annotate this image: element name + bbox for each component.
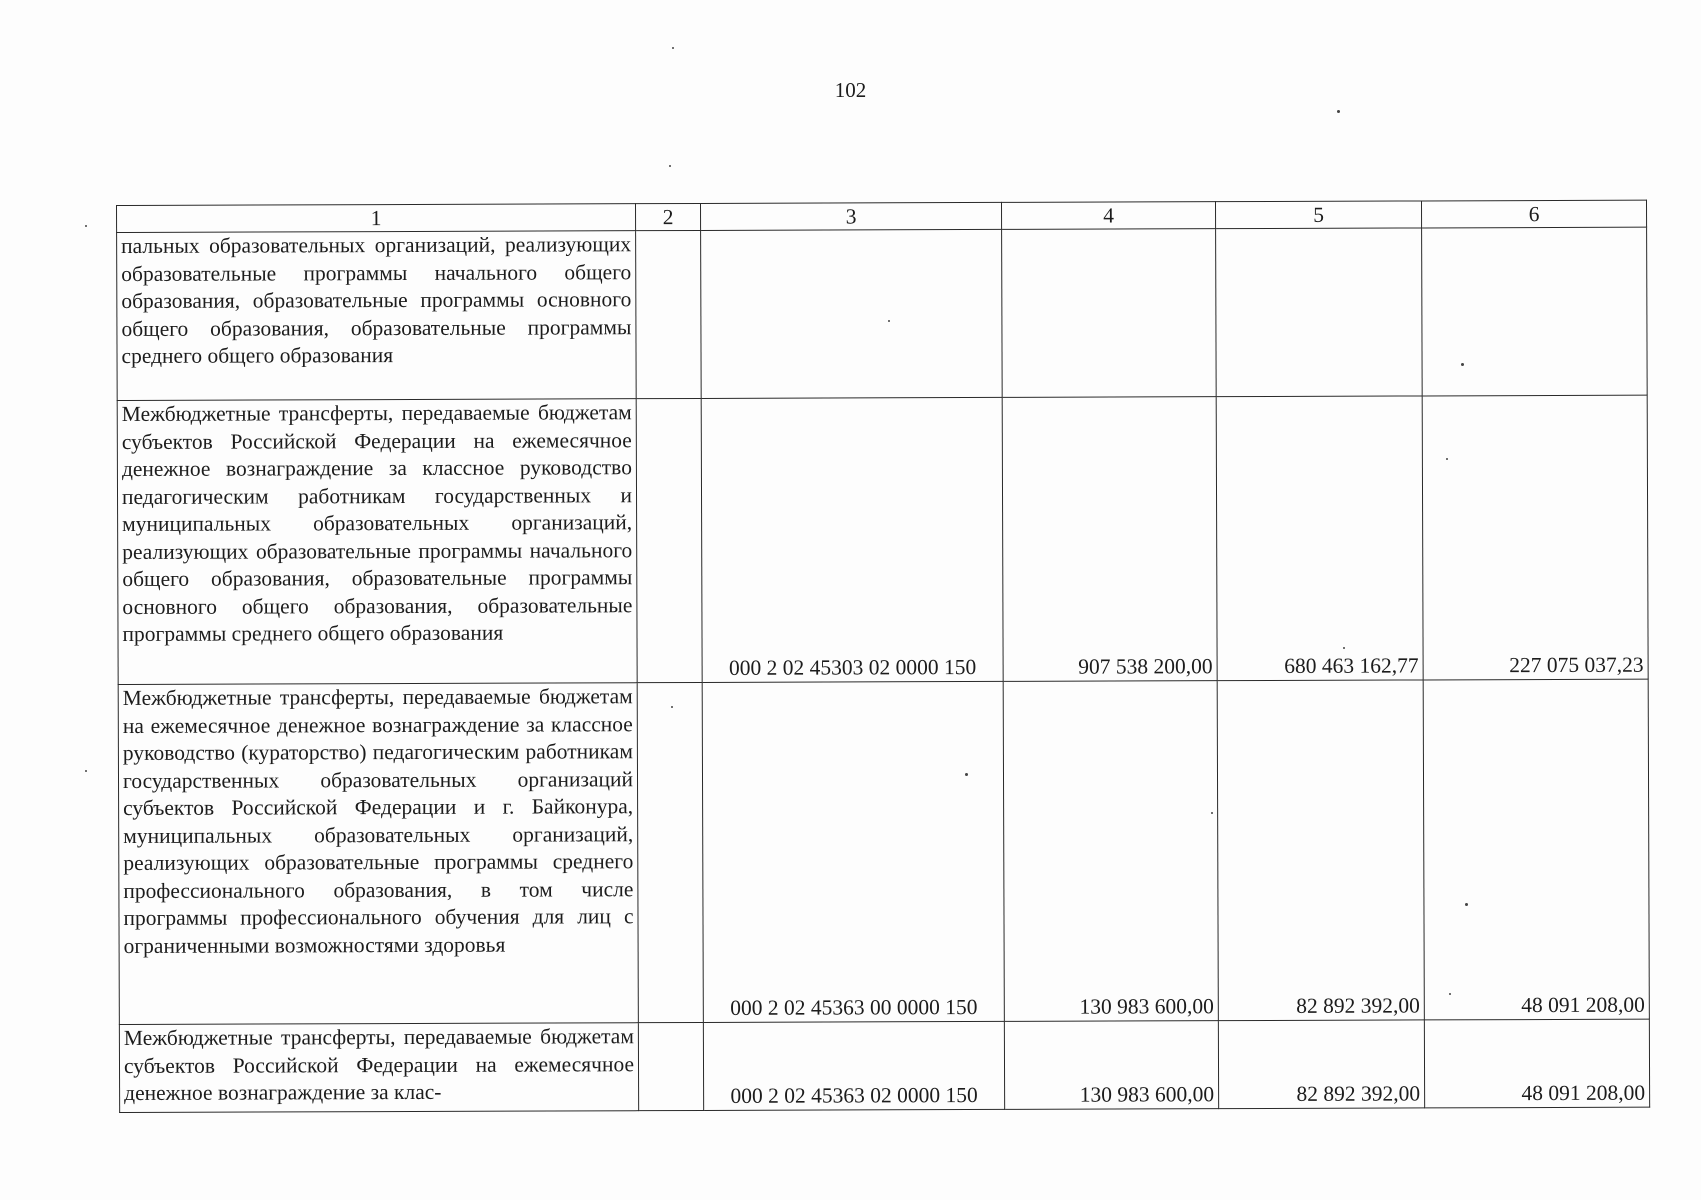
row-col4-value: 130 983 600,00 (1004, 1021, 1218, 1110)
row-col6-value (1422, 227, 1648, 396)
row-col4-value (1002, 229, 1217, 398)
row-col2 (636, 398, 702, 682)
row-col6-value: 48 091 208,00 (1424, 1019, 1649, 1108)
row-col5-value: 82 892 392,00 (1217, 680, 1424, 1021)
row-col5-value: 680 463 162,77 (1216, 396, 1423, 681)
scan-speck (672, 47, 674, 49)
column-header-5: 5 (1215, 201, 1421, 229)
row-budget-code (701, 229, 1003, 398)
row-col4-value: 907 538 200,00 (1002, 397, 1217, 682)
scan-speck (1337, 110, 1340, 113)
column-header-2: 2 (635, 203, 700, 230)
scan-speck (85, 225, 87, 227)
row-budget-code: 000 2 02 45363 00 0000 150 (702, 681, 1004, 1022)
row-description: пальных образовательных организаций, реализующих образовательные программы начального общего образования, образовательные программы основного общего образования, образовательные программы среднего общего образования (117, 231, 637, 401)
table-row (117, 227, 1648, 400)
budget-table (116, 200, 1650, 1113)
row-col6-value: 48 091 208,00 (1423, 679, 1649, 1020)
row-description: Межбюджетные трансферты, передаваемые бюджетам субъектов Российской Федерации на ежемесячное денежное вознаграждение за классное руководство педагогическим работникам государственных и муниципальных образовательных организаций, реализующих образовательные программы начального общего образования, образовательные программы основного общего образования, образовательные программы среднего общего образования (117, 399, 637, 685)
column-header-3: 3 (700, 202, 1001, 230)
row-col2 (636, 230, 702, 398)
row-col5-value: 82 892 392,00 (1218, 1020, 1424, 1109)
row-col2 (638, 1022, 703, 1110)
row-budget-code: 000 2 02 45363 02 0000 150 (703, 1021, 1004, 1110)
row-col2 (637, 682, 703, 1022)
row-col5-value (1216, 228, 1423, 397)
row-description: Межбюджетные трансферты, передаваемые бюджетам субъектов Российской Федерации на ежемесячное денежное вознаграждение за клас- (119, 1023, 638, 1113)
table-row (118, 679, 1649, 1024)
row-col4-value: 130 983 600,00 (1003, 681, 1218, 1022)
scan-speck (85, 770, 87, 772)
column-header-6: 6 (1421, 200, 1646, 228)
row-budget-code: 000 2 02 45303 02 0000 150 (701, 397, 1003, 682)
table-row (119, 1019, 1649, 1112)
page-number: 102 (834, 78, 867, 102)
row-col6-value: 227 075 037,23 (1422, 395, 1648, 680)
table-row (117, 395, 1648, 684)
scan-speck (669, 165, 671, 167)
column-header-4: 4 (1001, 202, 1215, 230)
column-header-1: 1 (117, 204, 636, 233)
row-description: Межбюджетные трансферты, передаваемые бюджетам на ежемесячное денежное вознаграждение за классное руководство (кураторство) педагогическим работникам государственных образовательных организаций субъектов Российской Федерации и г. Байконура, муниципальных образовательных организаций, реализующих образовательные программы среднего профессионального образования, в том числе программы профессионального обучения для лиц с ограниченными возможностями здоровья (118, 683, 638, 1025)
